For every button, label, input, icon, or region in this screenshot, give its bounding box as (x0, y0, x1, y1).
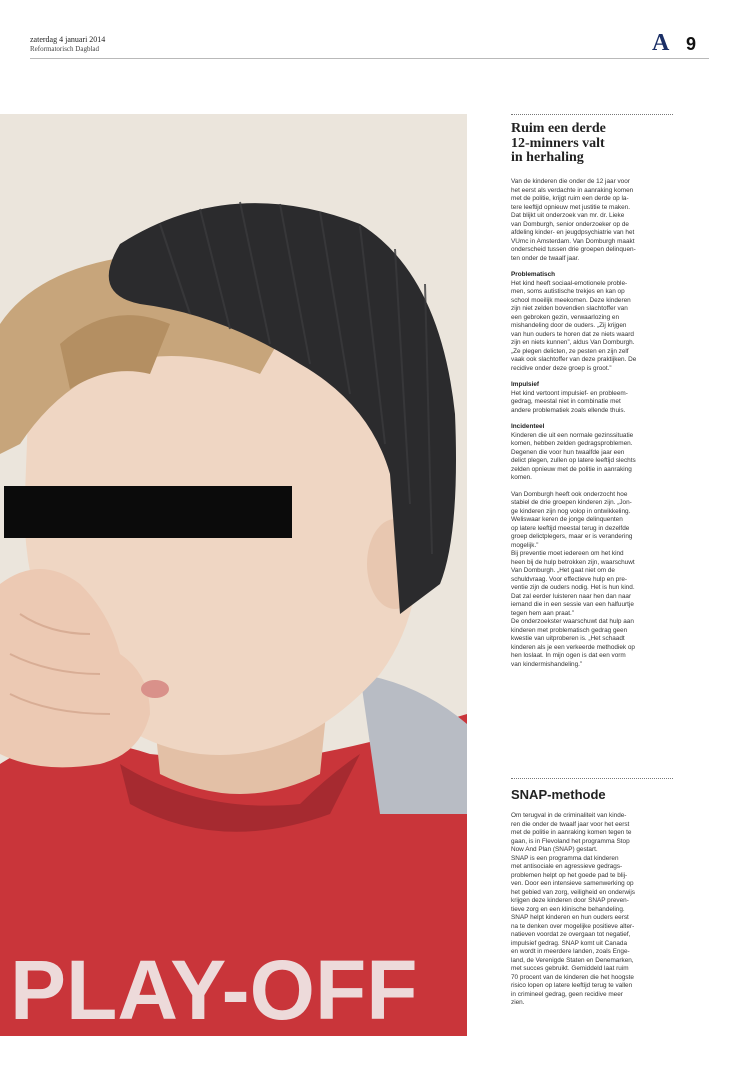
text-line: groep delictplegers, maar er is verandering (511, 533, 633, 540)
section-divider-snap (511, 778, 673, 779)
text-line: Dat blijkt uit onderzoek van mr. dr. Lieke (511, 212, 625, 219)
text-line: komen, hebben zelden gedragsproblemen. (511, 440, 633, 447)
article-title-line: in herhaling (511, 150, 584, 165)
text-line: na te denken over mogelijke positieve alter- (511, 922, 635, 930)
text-line: mishandeling door de ouders. „Zij krijgen (511, 322, 627, 329)
text-line: kinderen als je een verkeerde methodiek op (511, 643, 635, 651)
text-line: Van de kinderen die onder de 12 jaar voor (511, 178, 630, 185)
text-line: zelden opnieuw met de politie in aanraking (511, 465, 632, 473)
subheading-impulsief: Impulsief (511, 381, 540, 388)
text-line: impulsief gedrag. SNAP komt uit Canada (511, 939, 628, 947)
text-line: van kindermishandeling.” (511, 660, 583, 668)
text-line: land, de Verenigde Staten en Denemarken, (511, 956, 634, 964)
text-line: met antisociale en agressieve gedrags- (511, 863, 623, 870)
text-line: Bij preventie moet iedereen om het kind (511, 550, 624, 557)
text-line: hen loslaat. In mijn ogen is dat een vorm (511, 652, 626, 659)
text-line: in crimineel gedrag, geen recidive meer (511, 990, 623, 998)
text-line: kinderen met problematisch gedrag geen (511, 626, 628, 634)
text-line: VUmc in Amsterdam. Van Domburgh maakt (511, 237, 635, 245)
text-line: kwestie van uitproberen is. „Het schaadt (511, 635, 625, 642)
text-line: Van Domburgh heeft ook onderzocht hoe (511, 490, 628, 498)
article-title-line: Ruim een derde (511, 121, 606, 136)
text-line: met de politie, krijgt ruim een derde op la- (511, 195, 629, 202)
text-line: van Domburgh, senior onderzoeker op de (511, 220, 629, 228)
photo-illustration-boy-with-cap (0, 114, 467, 1036)
article-title-line: 12-minners valt (511, 135, 605, 151)
text-line: Kinderen die uit een normale gezinssituatie (511, 431, 634, 439)
text-line: iemand die in een sessie van een halfuurtje (511, 601, 634, 608)
subheading-incidenteel: Incidenteel (511, 423, 545, 430)
shirt-print: PLAY-OFF (10, 943, 418, 1036)
text-line: ge kinderen zijn nog volop in ontwikkeling. (511, 507, 631, 515)
text-line: zien. (511, 999, 525, 1006)
text-line: delict plegen, zullen op latere leeftijd slechts (511, 457, 636, 464)
text-line: onderscheid tussen drie groepen delinquen- (511, 246, 636, 253)
article-body (511, 178, 678, 669)
text-line: recidive onder deze groep is groot.” (511, 364, 612, 372)
text-line: en wordt in meerdere landen, zoals Enge- (511, 948, 630, 955)
text-line: SNAP helpt kinderen en hun ouders eerst (511, 914, 629, 921)
text-line: natieven voordat ze overgaan tot negatief, (511, 931, 631, 938)
text-line: De onderzoekster waarschuwt dat hulp aan (511, 618, 634, 625)
text-line: Weliswaar keren de jonge delinquenten (511, 516, 623, 523)
section-divider-top (511, 114, 673, 115)
article-photo (0, 114, 467, 1036)
text-line: ven. Door een intensieve samenwerking op (511, 880, 634, 887)
text-line: mogelijk.” (511, 541, 539, 549)
text-line: tegen hem aan praat.” (511, 609, 574, 617)
subheading-problematisch: Problematisch (511, 271, 556, 278)
text-line: zijn en niets kunnen”, aldus Van Domburgh. (511, 339, 635, 346)
paragraph-impulsief (511, 390, 678, 416)
page-number: 9 (686, 34, 697, 54)
text-line: krijgen deze kinderen door SNAP preven- (511, 897, 629, 904)
text-line: van hun ouders te horen dat ze niets waard (511, 330, 634, 338)
text-line: met succes gebruikt. Gemiddeld laat ruim (511, 965, 629, 972)
sidebar-body (511, 812, 678, 1008)
text-line: tieve zorg en een klinische behandeling. (511, 905, 625, 913)
header-newspaper-name: Reformatorisch Dagblad (30, 45, 100, 53)
text-line: problemen helpt op het goede pad te blij- (511, 871, 628, 879)
header-date: zaterdag 4 januari 2014 (30, 35, 106, 44)
text-line: Van Domburgh. „Het gaat niet om de (511, 567, 615, 574)
text-line: gedrag, meestal niet in combinatie met (511, 398, 621, 405)
text-line: gaan, is in Flevoland het programma Stop (511, 837, 630, 845)
text-line: een gebroken gezin, verwaarlozing en (511, 313, 620, 321)
text-line: het gebied van zorg, veiligheid en onderwijs (511, 888, 635, 896)
text-line: Om terugval in de criminaliteit van kinde- (511, 812, 627, 819)
text-line: SNAP is een programma dat kinderen (511, 854, 619, 862)
text-line: men, soms autistische trekjes en kan op (511, 288, 625, 295)
text-line: heen bij de hulp betrokken zijn, waarschuwt (511, 558, 635, 566)
header-divider (30, 58, 709, 59)
text-line: „Ze plegen delicten, ze pesten en zijn zelf (511, 347, 629, 355)
body-paragraphs (511, 491, 678, 670)
text-line: Degenen die voor hun twaalfde jaar een (511, 448, 625, 456)
text-line: school moeilijk meekomen. Deze kinderen (511, 296, 631, 304)
text-line: risico lopen op latere leeftijd terug te vallen (511, 982, 633, 989)
section-logo: A (652, 30, 670, 56)
text-line: schuldvraag. Voor effectieve hulp en pre- (511, 575, 628, 583)
text-line: andere problematiek zoals ellende thuis. (511, 406, 626, 414)
text-line: 70 procent van de kinderen die het hoogste (511, 973, 634, 981)
text-line: tere leeftijd opnieuw met justitie te maken. (511, 203, 630, 211)
text-line: Dat zal eerder luisteren naar hen dan naar (511, 592, 632, 600)
text-line: afdeling kinder- en jeugdpsychiatrie van het (511, 229, 635, 236)
text-line: stabiel de drie groepen kinderen zijn. „Jon- (511, 499, 632, 506)
intro-paragraph (511, 178, 678, 263)
text-line: ten onder de twaalf jaar. (511, 254, 580, 262)
text-line: ren die onder de twaalf jaar voor het eerst (511, 820, 630, 828)
text-line: Now And Plan (SNAP) gestart. (511, 846, 598, 853)
text-line: vaak ook slachtoffer van deze praktijken. De (511, 356, 637, 363)
text-line: op latere leeftijd meestal terug in dezelfde (511, 524, 630, 532)
text-line: zijn niet zelden bovendien slachtoffer van (511, 305, 628, 312)
text-line: met de politie in aanraking komen tegen te (511, 829, 632, 836)
sidebar-paragraphs (511, 812, 678, 1008)
paragraph-incidenteel (511, 432, 678, 483)
text-line: het eerst als verdachte in aanraking komen (511, 186, 634, 194)
text-line: komen. (511, 474, 532, 481)
paragraph-problematisch (511, 280, 678, 374)
text-line: Het kind vertoont impulsief- en probleem- (511, 389, 628, 397)
text-line: Het kind heeft sociaal-emotionele proble- (511, 279, 628, 287)
article-title (511, 122, 686, 166)
text-line: ventie zijn de ouders nodig. Het is hun kind. (511, 584, 635, 591)
sidebar-title: SNAP-methode (511, 787, 606, 802)
censor-bar (4, 486, 292, 538)
